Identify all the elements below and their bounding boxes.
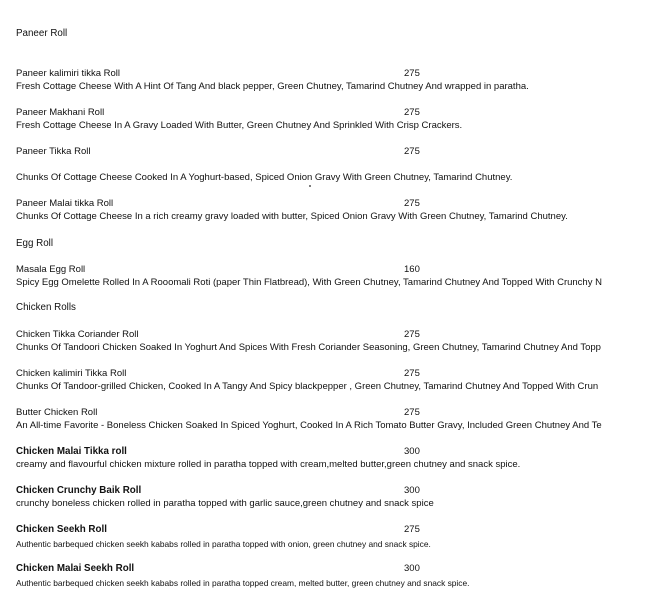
section-heading-chicken: Chicken Rolls	[16, 302, 76, 313]
item-name: Chicken Malai Seekh Roll	[16, 563, 135, 574]
item-name: Chicken Tikka Coriander Roll	[16, 329, 139, 340]
item-price: 275	[404, 198, 420, 209]
item-price: 275	[404, 329, 420, 340]
item-price: 300	[404, 485, 420, 496]
item-description: Chunks Of Tandoor-grilled Chicken, Cooked In A Tangy And Spicy blackpepper , Green Chutney, Tamarind Chutney And Topped With Crun	[16, 381, 599, 392]
item-name: Butter Chicken Roll	[16, 407, 98, 418]
item-price: 300	[404, 563, 420, 574]
item-description: Chunks Of Cottage Cheese Cooked In A Yoghurt-based, Spiced Onion Gravy With Green Chutney, Tamarind Chutney.	[16, 172, 513, 183]
item-name: Masala Egg Roll	[16, 264, 86, 275]
item-name: Chicken Crunchy Baik Roll	[16, 485, 142, 496]
item-price: 275	[404, 524, 420, 535]
item-price: 275	[404, 146, 420, 157]
item-description: Spicy Egg Omelette Rolled In A Rooomali Roti (paper Thin Flatbread), With Green Chutney, Tamarind Chutney And Topped With Crunchy N	[16, 277, 602, 288]
item-description: Fresh Cottage Cheese In A Gravy Loaded With Butter, Green Chutney And Sprinkled With Crisp Crackers.	[16, 120, 463, 131]
section-heading-egg: Egg Roll	[16, 238, 54, 249]
stray-dot	[309, 185, 311, 187]
item-description: Authentic barbequed chicken seekh kababs rolled in paratha topped with onion, green chutney and snack spice.	[16, 539, 431, 549]
item-price: 300	[404, 446, 420, 457]
item-name: Chicken kalimiri Tikka Roll	[16, 368, 127, 379]
item-price: 160	[404, 264, 420, 275]
item-price: 275	[404, 368, 420, 379]
item-name: Paneer kalimiri tikka Roll	[16, 68, 121, 79]
item-description: Chunks Of Tandoori Chicken Soaked In Yoghurt And Spices With Fresh Coriander Seasoning, Green Chutney, Tamarind Chutney And Topp	[16, 342, 601, 353]
section-heading-paneer: Paneer Roll	[16, 28, 68, 39]
item-price: 275	[404, 407, 420, 418]
item-description: Chunks Of Cottage Cheese In a rich creamy gravy loaded with butter, Spiced Onion Gravy With Green Chutney, Tamarind Chutney.	[16, 211, 568, 222]
item-name: Paneer Makhani Roll	[16, 107, 105, 118]
item-name: Chicken Malai Tikka roll	[16, 446, 127, 457]
item-description: crunchy boneless chicken rolled in paratha topped with garlic sauce,green chutney and snack spice	[16, 498, 434, 509]
item-name: Paneer Malai tikka Roll	[16, 198, 114, 209]
item-description: Authentic barbequed chicken seekh kababs rolled in paratha topped cream, melted butter, green chutney and snack spice.	[16, 578, 470, 588]
item-description: Fresh Cottage Cheese With A Hint Of Tang And black pepper, Green Chutney, Tamarind Chutney And wrapped in paratha.	[16, 81, 529, 92]
item-name: Paneer Tikka Roll	[16, 146, 91, 157]
item-name: Chicken Seekh Roll	[16, 524, 107, 535]
item-price: 275	[404, 107, 420, 118]
item-price: 275	[404, 68, 420, 79]
item-description: An All-time Favorite - Boneless Chicken Soaked In Spiced Yoghurt, Cooked In A Rich Tomato Butter Gravy, Included Green Chutney And Te	[16, 420, 602, 431]
item-description: creamy and flavourful chicken mixture rolled in paratha topped with cream,melted butter,green chutney and snack spice.	[16, 459, 521, 470]
